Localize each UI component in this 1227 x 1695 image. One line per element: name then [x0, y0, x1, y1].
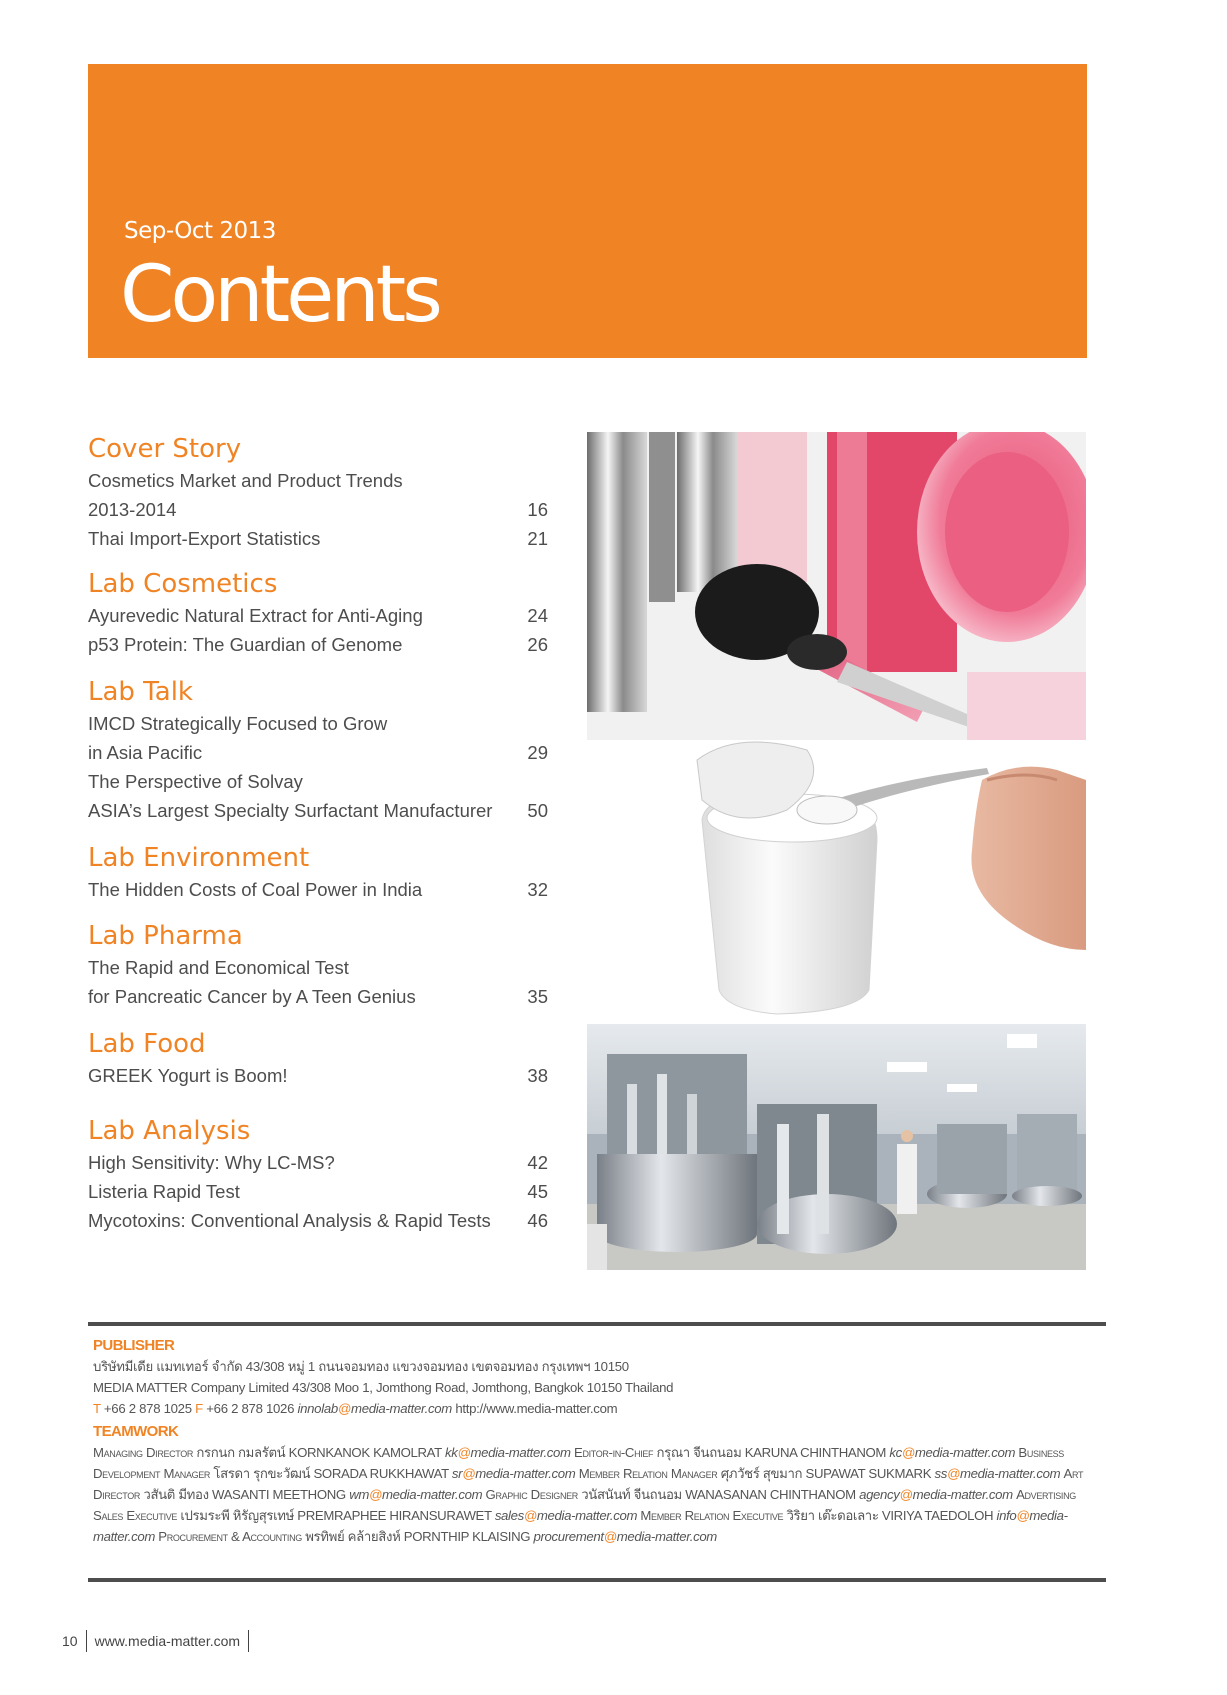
- member-name: กรกนก กมลรัตน์ KORNKANOK KAMOLRAT: [196, 1445, 442, 1460]
- page-footer: [62, 1630, 249, 1652]
- entry-title: Listeria Rapid Test: [88, 1181, 240, 1202]
- member-email[interactable]: [495, 1508, 637, 1523]
- email-user: info: [996, 1508, 1017, 1523]
- publisher-address-thai: บริษัทมีเดีย แมทเทอร์ จำกัด 43/308 หมู่ 1 ถนนจอมทอง แขวงจอมทอง เขตจอมทอง กรุงเทพฯ 10150: [93, 1359, 629, 1374]
- email-at: @: [899, 1487, 913, 1502]
- email-at: @: [523, 1508, 537, 1523]
- email-at: @: [462, 1466, 476, 1481]
- member-role: Graphic Designer: [485, 1487, 578, 1502]
- entry-page: 42: [527, 1152, 548, 1173]
- member-role: Member Relation Manager: [578, 1466, 718, 1481]
- team-member: [574, 1445, 1018, 1460]
- email-domain: media-matter.com: [382, 1487, 483, 1502]
- member-name: พรทิพย์ คล้ายสิงห์ PORNTHIP KLAISING: [305, 1529, 531, 1544]
- member-email[interactable]: [534, 1529, 717, 1544]
- entry-page: 26: [527, 634, 548, 655]
- email-user: sales: [494, 1508, 524, 1523]
- email-domain: media-matter.com: [470, 1445, 571, 1460]
- member-role: Procurement & Accounting: [158, 1529, 302, 1544]
- entry-page: 16: [527, 499, 548, 520]
- email-user: wm: [349, 1487, 369, 1502]
- entry-title: 2013-2014: [88, 499, 177, 520]
- entry-title: IMCD Strategically Focused to Grow: [88, 713, 388, 734]
- teamwork-label: TEAMWORK: [93, 1423, 179, 1440]
- member-email[interactable]: [889, 1445, 1015, 1460]
- publisher-email[interactable]: [297, 1401, 452, 1416]
- email-domain: media-matter.com: [912, 1487, 1013, 1502]
- toc-entry[interactable]: [88, 767, 548, 796]
- issue-date: Sep-Oct 2013: [124, 218, 276, 244]
- member-email[interactable]: [349, 1487, 482, 1502]
- toc-entry[interactable]: [88, 1148, 548, 1177]
- cosmetics-photo: [587, 432, 1086, 740]
- entry-page: 35: [527, 986, 548, 1007]
- member-name: วนัสนันท์ จีนถนอม WANASANAN CHINTHANOM: [581, 1487, 856, 1502]
- email-user: agency: [859, 1487, 900, 1502]
- email-at: @: [947, 1466, 961, 1481]
- member-name: กรุณา จีนถนอม KARUNA CHINTHANOM: [656, 1445, 887, 1460]
- entry-title: The Perspective of Solvay: [88, 771, 303, 792]
- fax-number: +66 2 878 1026: [206, 1401, 295, 1416]
- divider-bottom: [88, 1578, 1106, 1582]
- email-domain: media-matter.com: [475, 1466, 576, 1481]
- member-email[interactable]: [445, 1445, 571, 1460]
- entry-title: Ayurevedic Natural Extract for Anti-Aging: [88, 605, 423, 626]
- member-role: Editor-in-Chief: [574, 1445, 654, 1460]
- email-at: @: [901, 1445, 915, 1460]
- tel-label: T: [93, 1401, 101, 1416]
- section-heading[interactable]: Lab Analysis: [88, 1116, 251, 1146]
- team-member: [486, 1487, 1017, 1502]
- team-member: [158, 1529, 717, 1544]
- fax-label: F: [195, 1401, 203, 1416]
- member-role: Advertising Sales Executive: [93, 1487, 1076, 1523]
- toc-entry[interactable]: [88, 796, 548, 825]
- toc-entry[interactable]: [88, 1206, 548, 1235]
- member-name: โสรดา รุกขะวัฒน์ SORADA RUKKHAWAT: [213, 1466, 449, 1481]
- entry-page: 21: [527, 528, 548, 549]
- page-number: 10: [62, 1630, 87, 1652]
- email-user: ss: [934, 1466, 947, 1481]
- tel-number: +66 2 878 1025: [103, 1401, 192, 1416]
- entry-page: 50: [527, 800, 548, 821]
- toc-entry[interactable]: [88, 466, 548, 495]
- email-user: sr: [451, 1466, 463, 1481]
- member-name: วสันติ มีทอง WASANTI MEETHONG: [143, 1487, 346, 1502]
- email-at: @: [337, 1401, 352, 1416]
- email-at: @: [1016, 1508, 1030, 1523]
- section-heading[interactable]: Lab Talk: [88, 677, 193, 707]
- email-user: innolab: [297, 1401, 338, 1416]
- laboratory-photo: [587, 1024, 1086, 1270]
- member-email[interactable]: [452, 1466, 576, 1481]
- entry-title: Cosmetics Market and Product Trends: [88, 470, 403, 491]
- toc-entry[interactable]: [88, 630, 548, 659]
- publisher-website[interactable]: http://www.media-matter.com: [455, 1401, 618, 1416]
- member-name: เปรมระพี หิรัญสุรเทษ์ PREMRAPHEE HIRANSURAWET: [180, 1508, 492, 1523]
- email-domain: media-matter.com: [960, 1466, 1061, 1481]
- team-member: [579, 1466, 1064, 1481]
- yogurt-photo: [587, 740, 1086, 1024]
- divider-top: [88, 1322, 1106, 1326]
- teamwork-list: [93, 1442, 1108, 1547]
- entry-title: The Hidden Costs of Coal Power in India: [88, 879, 423, 900]
- entry-page: 45: [527, 1181, 548, 1202]
- team-member: [93, 1445, 574, 1460]
- section-heading[interactable]: Lab Environment: [88, 843, 310, 873]
- email-domain: media-matter.com: [93, 1508, 1068, 1544]
- member-role: Managing Director: [93, 1445, 194, 1460]
- entry-page: 29: [527, 742, 548, 763]
- entry-page: 46: [527, 1210, 548, 1231]
- email-domain: media-matter.com: [914, 1445, 1016, 1460]
- toc-section-cover-story: [88, 432, 548, 553]
- entry-page: 32: [527, 879, 548, 900]
- toc-entry[interactable]: [88, 524, 548, 553]
- footer-website[interactable]: www.media-matter.com: [87, 1630, 249, 1652]
- section-heading[interactable]: Lab Food: [88, 1029, 206, 1059]
- toc-section-lab-talk: [88, 675, 548, 825]
- entry-page: 38: [527, 1065, 548, 1086]
- toc-section-lab-environment: [88, 841, 548, 904]
- entry-title: p53 Protein: The Guardian of Genome: [88, 634, 403, 655]
- entry-page: 24: [527, 605, 548, 626]
- email-at: @: [603, 1529, 617, 1544]
- section-heading[interactable]: Lab Cosmetics: [88, 569, 278, 599]
- email-user: procurement: [533, 1529, 604, 1544]
- page-title: Contents: [120, 250, 439, 340]
- entry-title: in Asia Pacific: [88, 742, 203, 763]
- publisher-contact: [93, 1398, 1108, 1419]
- toc-entry[interactable]: [88, 875, 548, 904]
- member-role: Member Relation Executive: [640, 1508, 784, 1523]
- section-heading[interactable]: Lab Pharma: [88, 921, 243, 951]
- entry-title: GREEK Yogurt is Boom!: [88, 1065, 288, 1086]
- email-domain: media-matter.com: [616, 1529, 717, 1544]
- email-at: @: [457, 1445, 471, 1460]
- member-role: Art Director: [93, 1466, 1084, 1502]
- publisher-address-english: MEDIA MATTER Company Limited 43/308 Moo 1, Jomthong Road, Jomthong, Bangkok 10150 Thailand: [93, 1380, 674, 1395]
- entry-title: Mycotoxins: Conventional Analysis & Rapid Tests: [88, 1210, 491, 1231]
- member-email[interactable]: [935, 1466, 1061, 1481]
- entry-title: The Rapid and Economical Test: [88, 957, 349, 978]
- email-domain: media-matter.com: [351, 1401, 452, 1416]
- entry-title: for Pancreatic Cancer by A Teen Genius: [88, 986, 416, 1007]
- toc-section-lab-pharma: [88, 919, 548, 1011]
- toc-entry[interactable]: [88, 1177, 548, 1206]
- entry-title: Thai Import-Export Statistics: [88, 528, 321, 549]
- entry-title: High Sensitivity: Why LC-MS?: [88, 1152, 335, 1173]
- email-domain: media-matter.com: [536, 1508, 638, 1523]
- member-email[interactable]: [859, 1487, 1013, 1502]
- section-heading[interactable]: Cover Story: [88, 434, 242, 464]
- credits-block: [93, 1336, 1108, 1547]
- toc-section-lab-cosmetics: [88, 567, 548, 659]
- member-role: Business Development Manager: [93, 1445, 1064, 1481]
- toc-entry[interactable]: [88, 953, 548, 982]
- toc-entry[interactable]: [88, 495, 548, 524]
- email-user: kc: [889, 1445, 902, 1460]
- toc-entry[interactable]: [88, 738, 548, 767]
- toc-entry[interactable]: [88, 709, 548, 738]
- toc-entry[interactable]: [88, 1061, 548, 1090]
- toc-entry[interactable]: [88, 982, 548, 1011]
- member-name: ศุภวัชร์ สุขมาก SUPAWAT SUKMARK: [720, 1466, 932, 1481]
- member-name: วิริยา เต๊ะดอเลาะ VIRIYA TAEDOLOH: [786, 1508, 994, 1523]
- entry-title: ASIA’s Largest Specialty Surfactant Manufacturer: [88, 800, 493, 821]
- email-at: @: [369, 1487, 383, 1502]
- email-user: kk: [444, 1445, 458, 1460]
- publisher-label: PUBLISHER: [93, 1337, 175, 1354]
- toc-entry[interactable]: [88, 601, 548, 630]
- toc-section-lab-analysis: [88, 1114, 548, 1235]
- toc-section-lab-food: [88, 1027, 548, 1090]
